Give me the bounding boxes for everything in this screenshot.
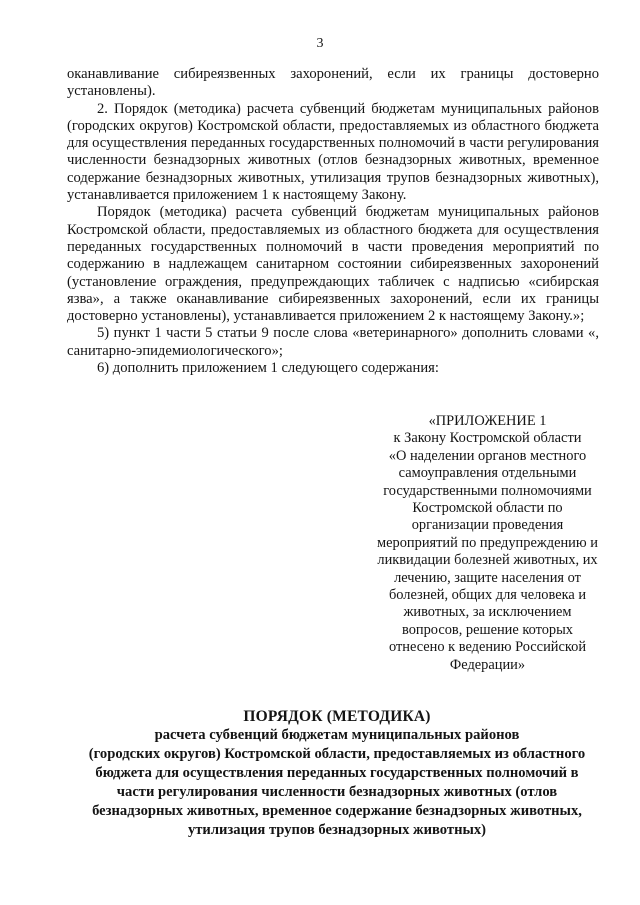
- appendix-line: «ПРИЛОЖЕНИЕ 1: [428, 413, 547, 429]
- heading-line: утилизация трупов безнадзорных животных): [187, 822, 487, 838]
- appendix-line: мероприятий по предупреждению и: [377, 534, 598, 551]
- heading-line: расчета субвенций бюджетам муниципальных районов: [154, 727, 520, 743]
- paragraph-item-2: 2. Порядок (методика) расчета субвенций бюджетам муниципальных районов (городских округов) Костромской области, предоставляемых из областного бюджета для осуществления переданных государственных полномочий в части регулирования численности безнадзорных животных (отлов безнадзорных животных, временное содержание безнадзорных животных, утилизация трупов безнадзорных животных), устанавливается приложением 1 к настоящему Закону.: [67, 100, 599, 204]
- appendix-line: Федерации»: [449, 656, 526, 673]
- appendix-line: животных, за исключением: [403, 604, 572, 621]
- appendix-line: отнесено к ведению Российской: [388, 639, 587, 656]
- appendix-line: вопросов, решение которых: [402, 621, 573, 638]
- appendix-block: [360, 413, 615, 674]
- appendix-line: государственными полномочиями: [383, 482, 592, 499]
- page-number: 3: [316, 36, 324, 51]
- body-text: [67, 66, 599, 377]
- heading-title: ПОРЯДОК (МЕТОДИКА): [243, 708, 431, 725]
- heading-line: (городских округов) Костромской области, предоставляемых из областного: [88, 746, 586, 762]
- methodology-heading: [67, 707, 607, 840]
- paragraph-item-5: 5) пункт 1 части 5 статьи 9 после слова «ветеринарного» дополнить словами «, санитарно-эпидемиологического»;: [67, 325, 599, 359]
- appendix-line: лечению, защите населения от: [394, 569, 581, 586]
- appendix-line: «О наделении органов местного: [388, 447, 587, 464]
- paragraph-continuation: оканавливание сибиреязвенных захоронений, если их границы достоверно установлены).: [67, 66, 599, 100]
- appendix-line: болезней, общих для человека и: [388, 587, 587, 604]
- appendix-line: ликвидации болезней животных, их: [377, 552, 598, 569]
- heading-line: части регулирования численности безнадзорных животных (отлов: [116, 784, 558, 800]
- appendix-line: к Закону Костромской области: [393, 430, 582, 447]
- paragraph-order-appendix-2: Порядок (методика) расчета субвенций бюджетам муниципальных районов Костромской области, предоставляемых из областного бюджета для осуществления переданных государственных полномочий в части проведения мероприятий по содержанию в надлежащем санитарном состоянии сибиреязвенных захоронений (установление ограждения, предупреждающих табличек с надписью «сибирская язва», а также оканавливание сибиреязвенных захоронений, если их границы достоверно установлены), устанавливается приложением 2 к настоящему Закону.»;: [67, 204, 599, 325]
- appendix-line: организации проведения: [411, 517, 564, 534]
- heading-line: безнадзорных животных, временное содержание безнадзорных животных,: [92, 803, 582, 819]
- heading-line: бюджета для осуществления переданных государственных полномочий в: [95, 765, 579, 781]
- appendix-line: самоуправления отдельными: [398, 465, 577, 482]
- appendix-line: Костромской области по: [412, 500, 563, 517]
- paragraph-item-6: 6) дополнить приложением 1 следующего содержания:: [97, 360, 439, 377]
